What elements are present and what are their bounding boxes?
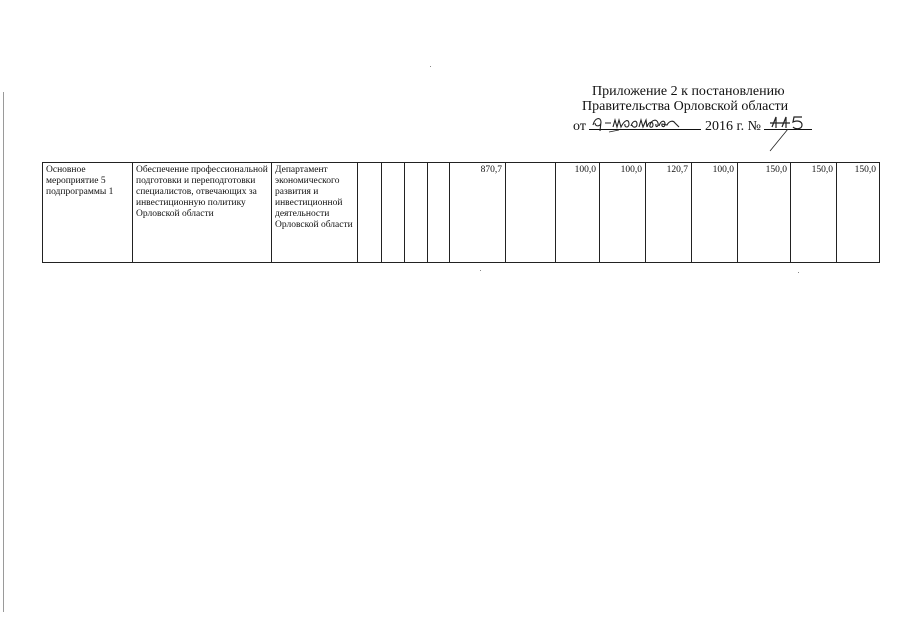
handwritten-date-signature bbox=[589, 111, 701, 133]
handwritten-number-signature bbox=[764, 111, 812, 133]
scan-edge-line bbox=[3, 92, 4, 612]
value-cell: 100,0 bbox=[600, 163, 646, 263]
value-cell: 120,7 bbox=[646, 163, 692, 263]
date-field bbox=[589, 115, 701, 130]
total-cell: 870,7 bbox=[450, 163, 506, 263]
value-cell: 150,0 bbox=[791, 163, 837, 263]
empty-cell bbox=[358, 163, 382, 263]
value-cell: 150,0 bbox=[837, 163, 880, 263]
value-cell: 150,0 bbox=[738, 163, 791, 263]
empty-cell bbox=[506, 163, 556, 263]
header-line-1: Приложение 2 к постановлению bbox=[592, 84, 785, 99]
empty-cell bbox=[382, 163, 405, 263]
scan-speck bbox=[798, 272, 799, 273]
scan-speck bbox=[430, 66, 431, 67]
header-line-3 bbox=[573, 115, 812, 135]
scan-speck bbox=[480, 270, 481, 271]
responsible-cell: Департамент экономического развития и инвестиционной деятельности Орловской области bbox=[272, 163, 358, 263]
empty-cell bbox=[405, 163, 428, 263]
description-cell: Обеспечение профессиональной подготовки и переподготовки специалистов, отвечающих за инвестиционную политику Орловской области bbox=[133, 163, 272, 263]
header-line-2: Правительства Орловской области bbox=[582, 99, 789, 114]
activity-cell: Основное мероприятие 5 подпрограммы 1 bbox=[43, 163, 133, 263]
table-row bbox=[43, 163, 880, 263]
value-cell: 100,0 bbox=[692, 163, 738, 263]
header-prefix-ot: от bbox=[573, 119, 586, 134]
value-cell: 100,0 bbox=[556, 163, 600, 263]
header-year-text: 2016 г. № bbox=[704, 119, 761, 134]
empty-cell bbox=[428, 163, 450, 263]
program-activity-table bbox=[42, 162, 880, 263]
number-field bbox=[764, 115, 812, 130]
